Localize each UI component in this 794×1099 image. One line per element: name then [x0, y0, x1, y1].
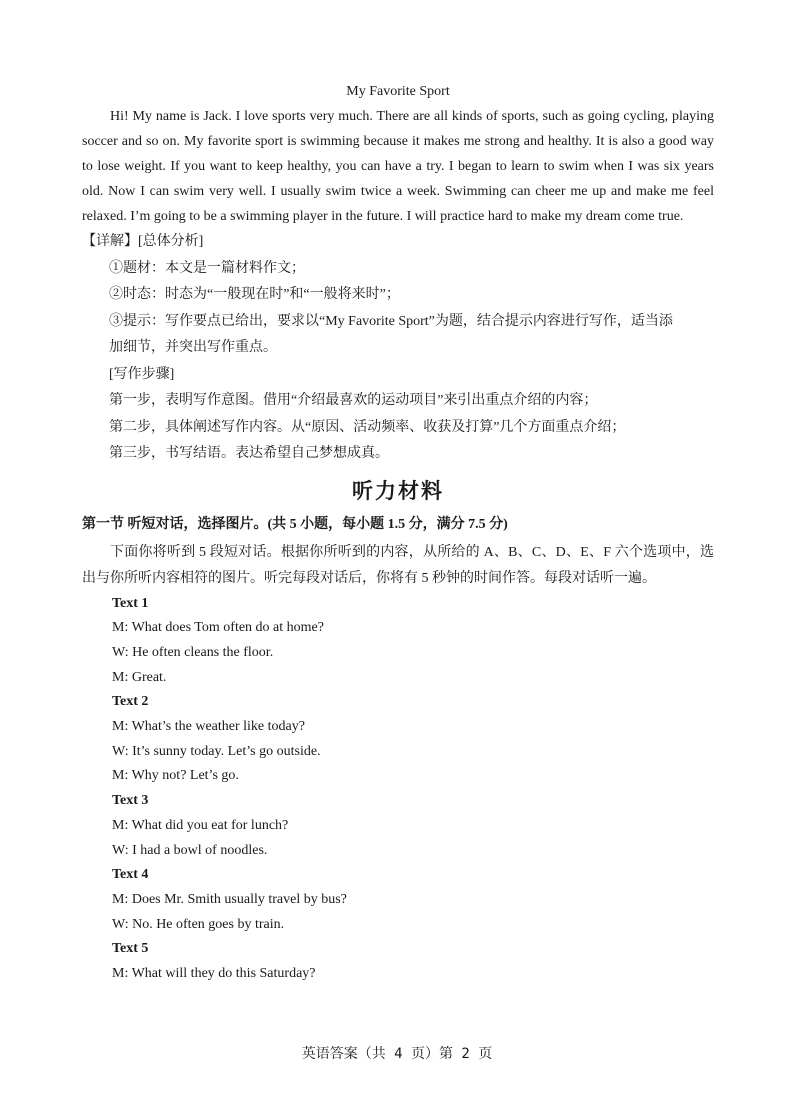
text-label: Text 4: [112, 867, 149, 883]
dialogue-line: W: I had a bowl of noodles.: [112, 842, 268, 858]
analysis-point-3a: ③提示：写作要点已给出，要求以“My Favorite Sport”为题，结合提示内容进行写作，适当添: [109, 313, 673, 329]
essay-body: Hi! My name is Jack. I love sports very much. There are all kinds of sports, such as going cycling, playing soccer and so on. My favorite sport is swimming because it makes me strong and healthy. It is also a good way to lose weight. If you want to keep healthy, you can have a try. I began to learn to swim when I was six years old. Now I can swim very well. I usually swim twice a week. Swimming can cheer me up and make me feel relaxed. I’m going to be a swimming player in the future. I will practice hard to make my dream come true.: [82, 109, 714, 224]
section-1-heading: 第一节 听短对话，选择图片。(共 5 小题，每小题 1.5 分，满分 7.5 分): [82, 516, 508, 532]
analysis-point-3b: 加细节，并突出写作重点。: [109, 340, 277, 355]
analysis-heading: 【详解】[总体分析]: [82, 234, 204, 249]
dialogue-line: M: What’s the weather like today?: [112, 719, 305, 735]
essay-title: My Favorite Sport: [346, 84, 450, 99]
dialogue-line: M: What does Tom often do at home?: [112, 620, 324, 636]
text-label: Text 3: [112, 793, 149, 809]
step-3: 第三步，书写结语。表达希望自己梦想成真。: [109, 446, 389, 461]
step-2: 第二步，具体阐述写作内容。从“原因、活动频率、收获及打算”几个方面重点介绍；: [109, 419, 626, 435]
dialogue-line: M: Why not? Let’s go.: [112, 768, 239, 784]
section-1-instructions: 下面你将听到 5 段短对话。根据你所听到的内容，从所给的 A、B、C、D、E、F 六个选项中，选出与你所听内容相符的图片。听完每段对话后，你将有 5 秒钟的时间作答。每段对话听一遍。: [82, 544, 714, 586]
listening-title: 听力材料: [352, 478, 444, 503]
dialogue-line: M: What will they do this Saturday?: [112, 966, 316, 982]
text-label: Text 2: [112, 694, 149, 710]
dialogue-line: M: Does Mr. Smith usually travel by bus?: [112, 891, 347, 907]
dialogue-line: W: No. He often goes by train.: [112, 916, 285, 932]
dialogue-line: W: It’s sunny today. Let’s go outside.: [112, 743, 321, 759]
page-footer: 英语答案（共 4 页）第 2 页: [301, 1046, 493, 1062]
analysis-point-2: ②时态：时态为“一般现在时”和“一般将来时”；: [109, 287, 400, 302]
steps-heading: [写作步骤]: [109, 366, 175, 382]
analysis-point-1: ①题材：本文是一篇材料作文；: [109, 260, 305, 276]
dialogue-line: W: He often cleans the floor.: [112, 644, 274, 660]
dialogue-line: M: What did you eat for lunch?: [112, 817, 289, 833]
dialogue-line: M: Great.: [112, 669, 167, 685]
text-label: Text 5: [112, 941, 149, 957]
document-page: [82, 80, 714, 987]
text-label: Text 1: [112, 595, 149, 611]
step-1: 第一步，表明写作意图。借用“介绍最喜欢的运动项目”来引出重点介绍的内容；: [109, 393, 598, 408]
